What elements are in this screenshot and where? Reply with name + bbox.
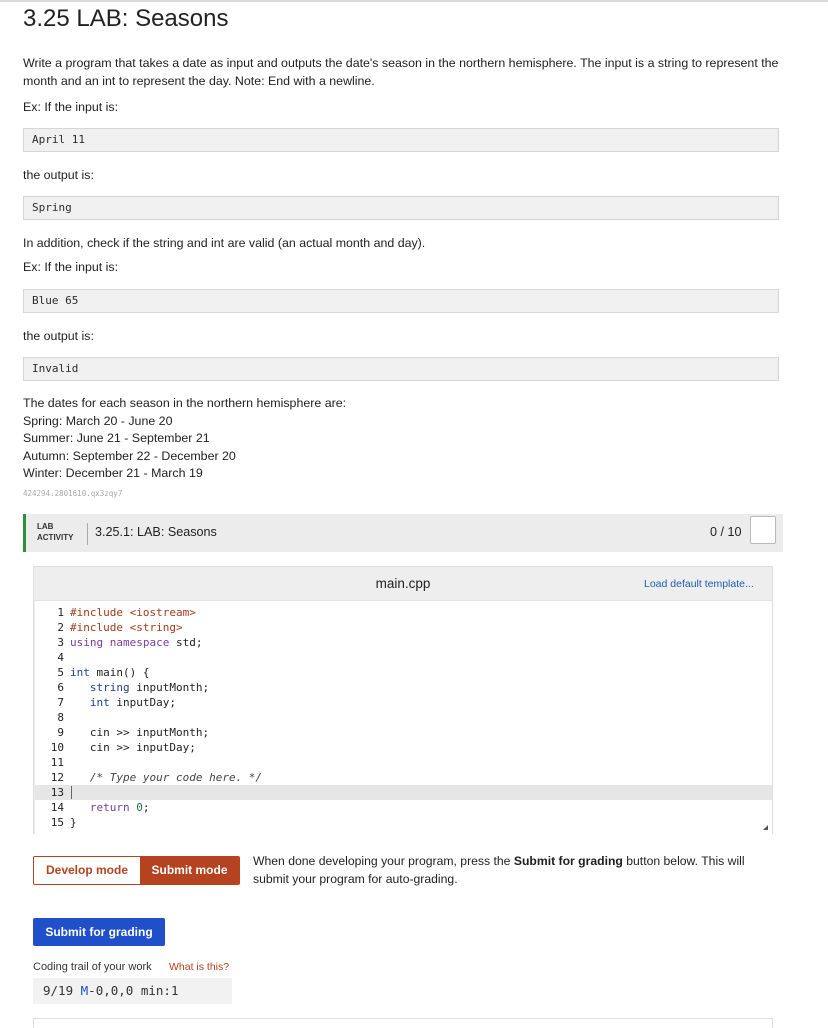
code-line[interactable] bbox=[35, 800, 772, 815]
code-line[interactable] bbox=[35, 665, 772, 680]
code-line[interactable] bbox=[35, 650, 772, 665]
line-number: 9 bbox=[57, 726, 64, 739]
code-line[interactable] bbox=[35, 815, 772, 830]
text-cursor bbox=[71, 786, 72, 799]
line-number: 1 bbox=[57, 606, 64, 619]
score-text: 0 / 10 bbox=[710, 525, 742, 539]
hint-text: button below. This will submit your program for auto-grading. bbox=[253, 854, 745, 886]
line-number: 3 bbox=[57, 636, 64, 649]
trail-text: 9/19 bbox=[43, 983, 81, 998]
code-line[interactable] bbox=[35, 605, 772, 620]
resize-handle-icon[interactable] bbox=[763, 825, 768, 830]
code-text: string inputMonth; bbox=[89, 681, 210, 694]
mode-hint bbox=[253, 852, 773, 888]
lab-activity-badge bbox=[37, 521, 73, 543]
code-line[interactable] bbox=[35, 710, 772, 725]
line-number: 10 bbox=[50, 741, 64, 754]
code-text: /* Type your code here. */ bbox=[70, 771, 263, 784]
hint-text: When done developing your program, press the bbox=[253, 854, 514, 868]
season-line: Autumn: September 22 - December 20 bbox=[23, 448, 236, 463]
code-line[interactable] bbox=[35, 620, 772, 635]
season-line: Spring: March 20 - June 20 bbox=[23, 413, 173, 428]
develop-mode-button[interactable]: Develop mode bbox=[34, 857, 140, 884]
line-number: 5 bbox=[57, 666, 64, 679]
seasons-list bbox=[23, 395, 346, 483]
line-number: 8 bbox=[57, 711, 64, 724]
hint-bold: Submit for grading bbox=[513, 854, 623, 868]
code-line[interactable] bbox=[35, 785, 772, 800]
line-number: 2 bbox=[57, 621, 64, 634]
line-number: 11 bbox=[50, 756, 64, 769]
filename: main.cpp bbox=[375, 576, 431, 591]
line-number: 4 bbox=[57, 651, 64, 664]
activity-id: 424294.2801610.qx3zqy7 bbox=[23, 489, 123, 498]
example2-output-label: the output is: bbox=[23, 329, 94, 343]
line-number: 7 bbox=[57, 696, 64, 709]
code-text: int inputDay; bbox=[89, 696, 176, 709]
code-text: #include <iostream> bbox=[70, 606, 196, 619]
line-number: 14 bbox=[50, 801, 64, 814]
line-number: 12 bbox=[50, 771, 64, 784]
example2-output-box: Invalid bbox=[23, 357, 779, 381]
submit-for-grading-button[interactable]: Submit for grading bbox=[33, 918, 165, 946]
code-line[interactable] bbox=[35, 770, 772, 785]
code-text: using namespace std; bbox=[70, 636, 203, 649]
line-number: 6 bbox=[57, 681, 64, 694]
code-line[interactable] bbox=[35, 695, 772, 710]
code-text: int main() { bbox=[70, 666, 150, 679]
code-line[interactable] bbox=[35, 755, 772, 770]
code-line[interactable] bbox=[35, 680, 772, 695]
badge-line: LAB bbox=[37, 522, 54, 531]
example2-input-label: Ex: If the input is: bbox=[23, 260, 119, 274]
load-default-template-link[interactable]: Load default template... bbox=[644, 578, 754, 590]
submit-mode-button[interactable]: Submit mode bbox=[140, 857, 239, 884]
code-text: cin >> inputDay; bbox=[70, 741, 196, 754]
trail-marker: M bbox=[80, 983, 89, 998]
example1-output-label: the output is: bbox=[23, 168, 94, 182]
code-text: #include <string> bbox=[70, 621, 183, 634]
page-title: 3.25 LAB: Seasons bbox=[23, 5, 229, 32]
coding-trail-label: Coding trail of your work bbox=[33, 961, 152, 973]
example1-input-label: Ex: If the input is: bbox=[23, 100, 119, 114]
what-is-this-link[interactable]: What is this? bbox=[169, 961, 230, 973]
code-line[interactable] bbox=[35, 635, 772, 650]
top-divider bbox=[0, 0, 828, 2]
badge-line: ACTIVITY bbox=[37, 533, 74, 542]
code-editor-panel bbox=[33, 566, 773, 834]
code-text: } bbox=[70, 816, 77, 829]
code-line[interactable] bbox=[35, 725, 772, 740]
code-line[interactable] bbox=[35, 740, 772, 755]
example1-output-box: Spring bbox=[23, 196, 779, 220]
season-line: Summer: June 21 - September 21 bbox=[23, 431, 210, 446]
coding-trail-value bbox=[33, 978, 232, 1004]
example1-input-box: April 11 bbox=[23, 128, 779, 152]
lab-title: 3.25.1: LAB: Seasons bbox=[95, 525, 217, 539]
intro-text: Write a program that takes a date as input and outputs the date's season in the northern hemisphere. The input is a string to represent the month and an int to represent the day. Note: End with a newline. bbox=[23, 56, 779, 88]
seasons-heading: The dates for each season in the northern hemisphere are: bbox=[23, 396, 347, 410]
code-editor[interactable] bbox=[35, 600, 772, 834]
mode-toggle bbox=[33, 856, 240, 885]
validity-note: In addition, check if the string and int are valid (an actual month and day). bbox=[23, 236, 426, 250]
trail-text: -0,0,0 min:1 bbox=[88, 983, 179, 998]
header-divider bbox=[87, 523, 88, 545]
code-text: return 0; bbox=[89, 801, 150, 814]
line-number: 15 bbox=[50, 816, 64, 829]
lab-activity-header bbox=[23, 514, 783, 552]
season-line: Winter: December 21 - March 19 bbox=[23, 466, 203, 481]
example2-input-box: Blue 65 bbox=[23, 289, 779, 313]
next-panel bbox=[33, 1018, 773, 1028]
line-number: 13 bbox=[50, 786, 64, 799]
score-badge-icon bbox=[750, 516, 776, 544]
code-text: cin >> inputMonth; bbox=[70, 726, 210, 739]
